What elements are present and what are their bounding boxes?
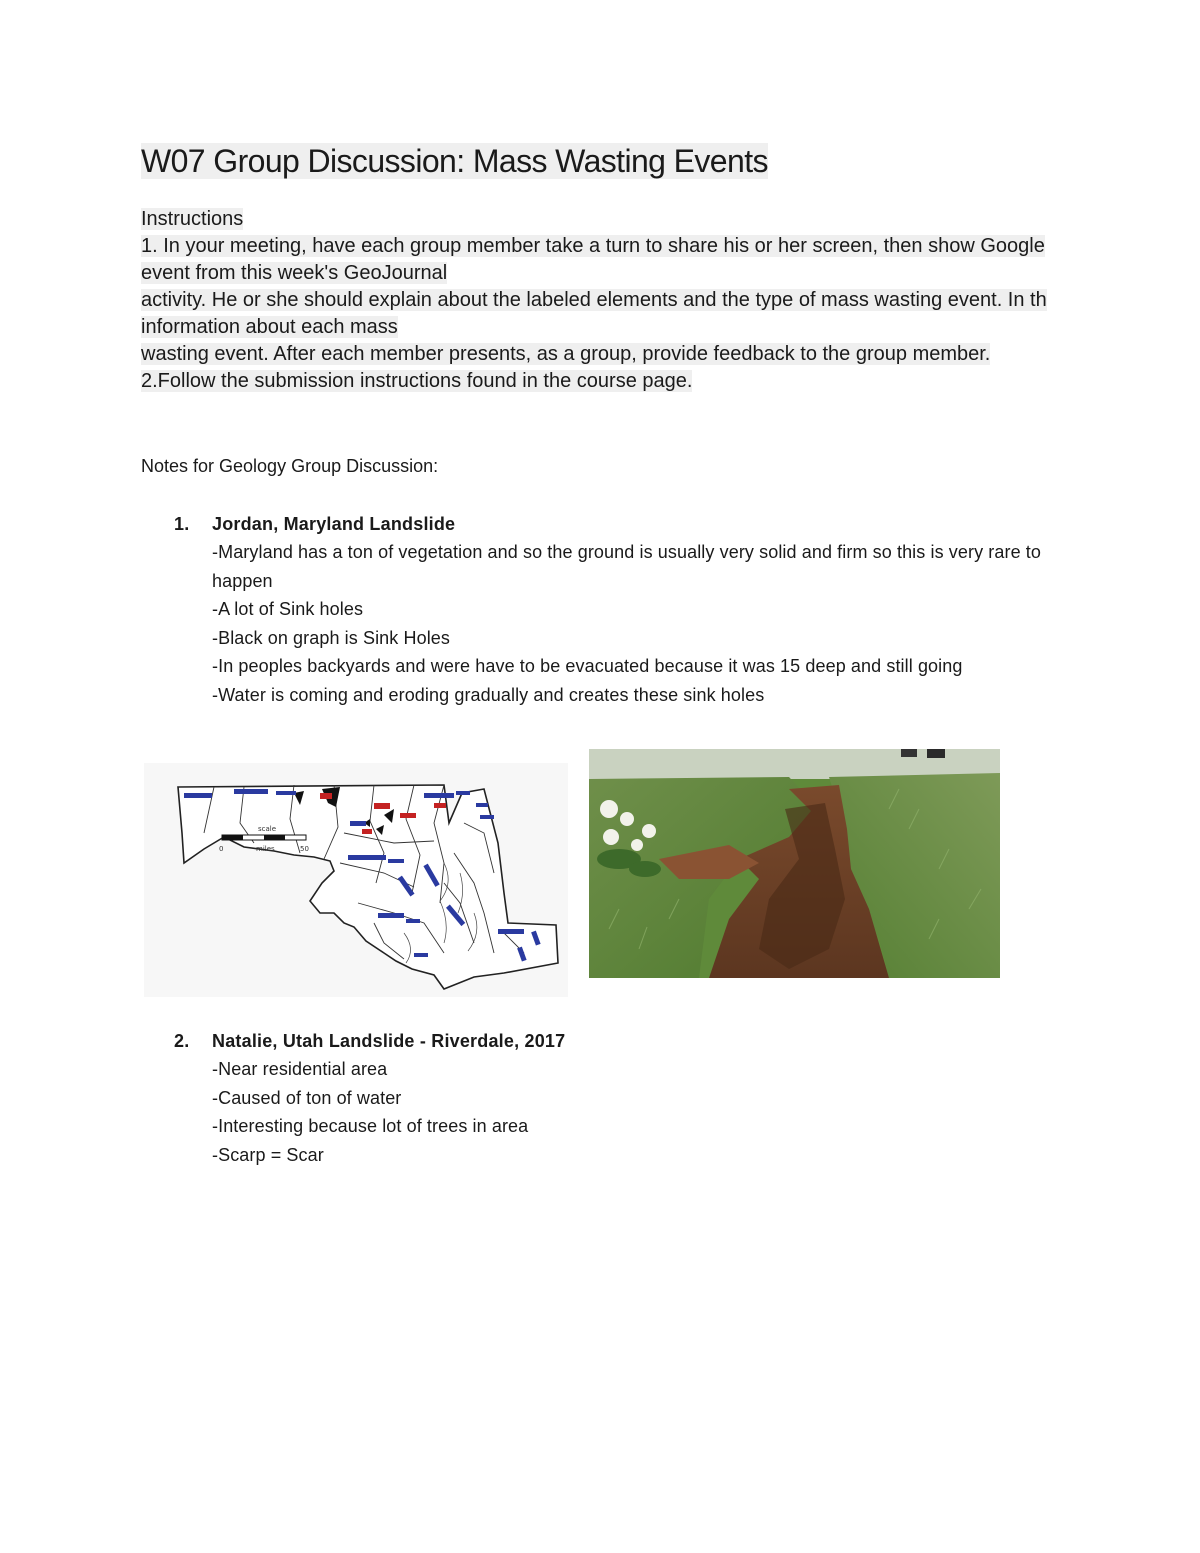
item-notes	[174, 538, 1074, 709]
instruction-line: 1. In your meeting, have each group member take a turn to share his or her screen, then show Google	[141, 235, 1045, 257]
item-heading	[174, 1027, 1074, 1055]
scale-start: 0	[219, 845, 224, 853]
note-line: -Caused of ton of water	[212, 1087, 402, 1108]
note-line: -Maryland has a ton of vegetation and so the ground is usually very solid and firm so this is very rare to happen	[212, 542, 1042, 591]
scale-label: scale	[258, 825, 277, 833]
item-title: Jordan, Maryland Landslide	[212, 514, 456, 534]
instruction-line: information about each mass	[141, 316, 398, 338]
instructions-block	[141, 206, 1200, 395]
discussion-item-2	[174, 1027, 1074, 1169]
instruction-line: activity. He or she should explain about the labeled elements and the type of mass wasting event. In th	[141, 289, 1047, 311]
instruction-line: wasting event. After each member presents, as a group, provide feedback to the group member.	[141, 343, 991, 365]
sinkhole-photo-drawing	[589, 749, 1000, 978]
note-line: -Interesting because lot of trees in area	[212, 1116, 529, 1136]
note-line: -Black on graph is Sink Holes	[212, 627, 451, 648]
discussion-item-1	[174, 510, 1074, 709]
sinkhole-trench-photo	[589, 749, 1000, 978]
instructions-heading: Instructions	[141, 208, 244, 230]
notes-heading: Notes for Geology Group Discussion:	[141, 456, 439, 476]
note-line: -Water is coming and eroding gradually and creates these sink holes	[212, 684, 765, 705]
maryland-map-drawing	[144, 763, 568, 997]
note-line: -Near residential area	[212, 1059, 388, 1079]
instruction-line: event from this week's GeoJournal	[141, 262, 448, 284]
item-heading	[174, 510, 1074, 538]
scale-unit: miles	[256, 845, 275, 853]
instruction-line: 2.Follow the submission instructions found in the course page.	[141, 370, 693, 392]
note-line: -A lot of Sink holes	[212, 599, 364, 619]
item-number: 1.	[174, 514, 190, 534]
item-notes	[174, 1055, 1074, 1169]
scale-end: 50	[300, 845, 309, 853]
item-number: 2.	[174, 1031, 190, 1051]
item-title: Natalie, Utah Landslide - Riverdale, 2017	[212, 1031, 566, 1051]
document-title: W07 Group Discussion: Mass Wasting Events	[141, 143, 768, 179]
maryland-sinkhole-map-image	[144, 763, 568, 997]
note-line: -Scarp = Scar	[212, 1144, 324, 1165]
note-line: -In peoples backyards and were have to be evacuated because it was 15 deep and still going	[212, 656, 963, 676]
